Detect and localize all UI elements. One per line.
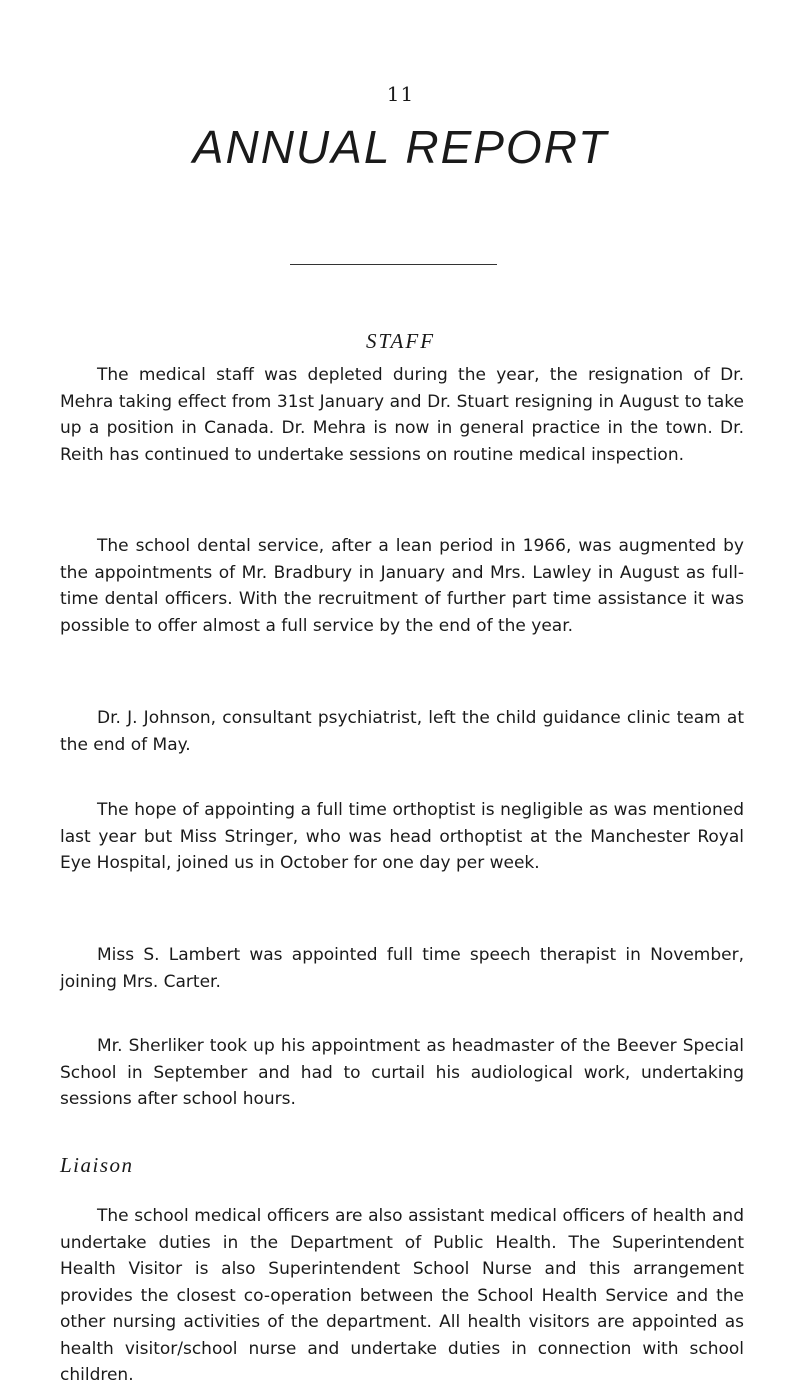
staff-paragraph-1: The medical staff was depleted during the year, the resignation of Dr. Mehra taking effect from 31st January and Dr. Stuart resigning in August to take up a position in Canada. Dr. Mehra is now in general practice in the town. Dr. Reith has continued to undertake sessions on routine medical inspection. <box>60 365 744 465</box>
staff-paragraph-4: The hope of appointing a full time orthoptist is negligible as was mentioned last year but Miss Stringer, who was head orthoptist at the Manchester Royal Eye Hospital, joined us in October for one day per week. <box>60 800 744 873</box>
liaison-heading: Liaison <box>60 1153 134 1177</box>
liaison-paragraph-1: The school medical officers are also assistant medical officers of health and undertake duties in the Department of Public Health. The Superintendent Health Visitor is also Superintendent School Nurse and this arrangement provides the closest co-operation between the School Health Service and the other nursing activities of the department. All health visitors are appointed as health visitor/school nurse and undertake duties in connection with school children. <box>60 1206 744 1385</box>
staff-paragraph-6: Mr. Sherliker took up his appointment as headmaster of the Beever Special School in September and had to curtail his audiological work, undertaking sessions after school hours. <box>60 1036 744 1109</box>
staff-paragraph-3: Dr. J. Johnson, consultant psychiatrist, left the child guidance clinic team at the end of May. <box>60 708 744 755</box>
title-rule <box>290 264 497 265</box>
staff-heading: STAFF <box>365 329 436 353</box>
report-title: ANNUAL REPORT <box>192 121 609 173</box>
page-number: 11 <box>386 82 415 106</box>
staff-paragraph-5: Miss S. Lambert was appointed full time speech therapist in November, joining Mrs. Carter. <box>60 945 744 992</box>
staff-paragraph-2: The school dental service, after a lean period in 1966, was augmented by the appointments of Mr. Bradbury in January and Mrs. Lawley in August as full-time dental officers. With the recruitment of further part time assistance it was possible to offer almost a full service by the end of the year. <box>60 536 744 636</box>
